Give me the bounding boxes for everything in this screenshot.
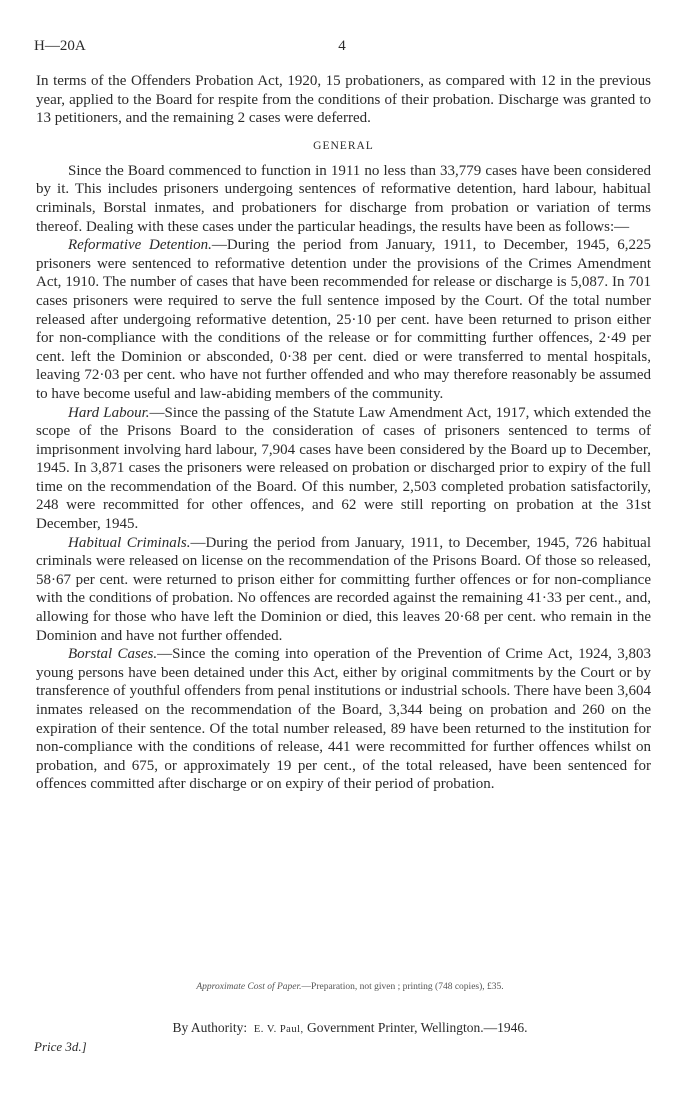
general-intro-paragraph: Since the Board commenced to function in 1911 no less than 33,779 cases have been considered by it. This includes prisoners undergoing sentences of reformative detention, hard labour, habitual criminals, Borstal inmates, and probationers for discharge from probation or variation of terms thereof. Dealing with these cases under the particular headings, the results have been as follows:— xyxy=(36,162,651,235)
cost-detail: —Preparation, not given ; printing (748 copies), £35. xyxy=(301,982,504,992)
printer-name: E. V. Paul, xyxy=(253,1024,304,1035)
reformative-detention-text: —During the period from January, 1911, to December, 1945, 6,225 prisoners were sentenced to reformative detention under the provisions of the Crimes Amendment Act, 1910. The number of cases that have been recommended for release or discharge is 5,087. In 701 cases prisoners were required to serve the full sentence imposed by the Court. Of the total number released after undergoing reformative detention, 25·10 per cent. have been returned to prison either for non-compliance with the conditions of the release or for committing further offences, 2·49 per cent. left the Dominion or absconded, 0·38 per cent. died or were transferred to mental hospitals, leaving 72·03 per cent. who have not further offended and who may therefore reasonably be assumed to have become useful and law-abiding members of the community. xyxy=(36,237,651,402)
cost-of-paper-note xyxy=(0,982,700,992)
page-header xyxy=(34,38,650,58)
price-label: Price 3d.] xyxy=(34,1039,87,1054)
borstal-cases-text: —Since the coming into operation of the Prevention of Crime Act, 1924, 3,803 young persons have been detained under this Act, either by original commitments by the Court or by transference of youthful offenders from penal institutions or industrial schools. There have been 3,604 inmates released on the recommendation of the Board, 3,344 being on probation and 260 on the expiration of their sentence. Of the total number released, 89 have been returned to the institution for non-compliance with the conditions of release, 441 were recommitted for further offences whilst on probation, and 675, or approximately 19 per cent., of the total released, have been sentenced for offences committed after discharge or on expiry of their period of probation. xyxy=(36,646,651,793)
intro-paragraph: In terms of the Offenders Probation Act, 1920, 15 probationers, as compared with 12 in the previous year, applied to the Board for respite from the conditions of their probation. Discharge was granted to 13 petitioners, and the remaining 2 cases were deferred. xyxy=(36,73,651,127)
borstal-cases-paragraph xyxy=(36,645,651,794)
section-heading-general: GENERAL xyxy=(313,139,374,152)
borstal-cases-title: Borstal Cases. xyxy=(68,646,158,663)
authority-prefix: By Authority: xyxy=(172,1020,248,1035)
reformative-detention-paragraph xyxy=(36,236,651,403)
printer-authority-line xyxy=(0,1020,700,1036)
habitual-criminals-text: —During the period from January, 1911, to December, 1945, 726 habitual criminals were released on license on the recommendation of the Prisons Board. Of those so released, 58·67 per cent. were returned to prison either for committing further offences or for non-compliance with the conditions of probation. No offences are recorded against the remaining 41·33 per cent., and, allowing for those who have left the Dominion or died, this leaves 20·68 per cent. who remain in the Dominion and have not further offended. xyxy=(36,534,651,644)
hard-labour-title: Hard Labour. xyxy=(68,404,150,421)
reformative-detention-title: Reformative Detention. xyxy=(68,237,212,254)
habitual-criminals-title: Habitual Criminals. xyxy=(68,534,191,551)
authority-suffix: Government Printer, Wellington.—1946. xyxy=(307,1020,528,1035)
document-reference: H—20A xyxy=(34,38,86,54)
document-body xyxy=(36,72,651,794)
hard-labour-text: —Since the passing of the Statute Law Amendment Act, 1917, which extended the scope of the Prisons Board to the consideration of cases of prisoners sentenced to terms of imprisonment involving hard labour, 7,904 cases have been considered by the Board up to December, 1945. In 3,871 cases the prisoners were released on probation or discharged prior to expiry of the full time on the recommendation of the Board. Of this number, 2,503 completed probation satisfactorily, 248 were recommitted for other offences, and 62 were still reporting on probation at the 31st December, 1945. xyxy=(36,404,651,533)
hard-labour-paragraph xyxy=(36,404,651,534)
habitual-criminals-paragraph xyxy=(36,534,651,646)
page-number: 4 xyxy=(338,38,346,54)
cost-label: Approximate Cost of Paper. xyxy=(196,982,302,992)
